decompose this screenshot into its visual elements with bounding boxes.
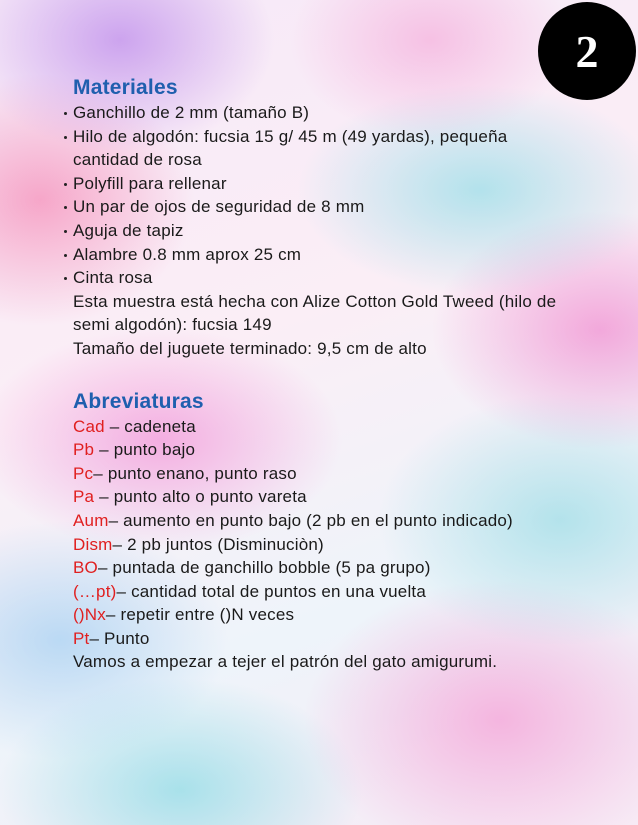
- list-item: Polyfill para rellenar: [62, 172, 564, 196]
- list-item: Un par de ojos de seguridad de 8 mm: [62, 195, 564, 219]
- list-item: Aguja de tapiz: [62, 219, 564, 243]
- abbreviation-desc: – Punto: [89, 628, 150, 648]
- abbreviations-heading: Abreviaturas: [73, 389, 204, 413]
- materials-heading: Materiales: [73, 76, 178, 99]
- list-item: Hilo de algodón: fucsia 15 g/ 45 m (49 yardas), pequeña cantidad de rosa: [62, 125, 564, 172]
- abbreviation-desc: – cantidad total de puntos en una vuelta: [116, 581, 427, 601]
- sample-note: Esta muestra está hecha con Alize Cotton Gold Tweed (hilo de semi algodón): fucsia 149: [73, 291, 557, 335]
- abbreviation-term: Dism: [73, 534, 113, 554]
- abbreviation-term: (…pt): [73, 581, 117, 601]
- abbreviation-desc: – repetir entre ()N veces: [105, 605, 295, 625]
- list-item: Cinta rosa: [62, 266, 564, 290]
- abbreviation-item: [62, 627, 564, 651]
- abbreviation-item: [62, 485, 564, 509]
- abbreviation-item: [62, 415, 564, 439]
- abbreviation-item: [62, 509, 564, 533]
- abbreviation-item: [62, 462, 564, 486]
- abbreviation-item: [62, 603, 564, 627]
- page-content: [62, 75, 564, 674]
- abbreviation-term: BO: [73, 558, 98, 578]
- list-item: Ganchillo de 2 mm (tamaño B): [62, 101, 564, 125]
- closing-text: Vamos a empezar a tejer el patrón del gato amigurumi.: [73, 652, 498, 672]
- abbreviations-list: [62, 415, 564, 651]
- list-item: Alambre 0.8 mm aprox 25 cm: [62, 243, 564, 267]
- abbreviation-term: Cad: [73, 416, 105, 436]
- abbreviation-desc: – punto enano, punto raso: [93, 463, 297, 483]
- abbreviation-term: Aum: [73, 510, 109, 530]
- abbreviation-desc: – cadeneta: [104, 416, 196, 436]
- abbreviation-term: ()Nx: [73, 605, 106, 625]
- abbreviation-desc: – 2 pb juntos (Disminuciòn): [112, 534, 324, 554]
- abbreviation-item: [62, 580, 564, 604]
- abbreviation-desc: – punto alto o punto vareta: [94, 487, 307, 507]
- abbreviation-item: [62, 556, 564, 580]
- size-note: Tamaño del juguete terminado: 9,5 cm de alto: [73, 338, 427, 358]
- abbreviation-term: Pb: [73, 440, 95, 460]
- abbreviation-item: [62, 438, 564, 462]
- page-number-badge: 2: [538, 2, 636, 100]
- abbreviation-term: Pt: [73, 628, 90, 648]
- abbreviation-desc: – puntada de ganchillo bobble (5 pa grupo): [97, 558, 431, 578]
- abbreviation-term: Pa: [73, 487, 95, 507]
- abbreviation-term: Pc: [73, 463, 94, 483]
- abbreviation-item: [62, 533, 564, 557]
- abbreviation-desc: – punto bajo: [94, 440, 196, 460]
- abbreviation-desc: – aumento en punto bajo (2 pb en el punto indicado): [108, 510, 513, 530]
- materials-list: [62, 101, 564, 290]
